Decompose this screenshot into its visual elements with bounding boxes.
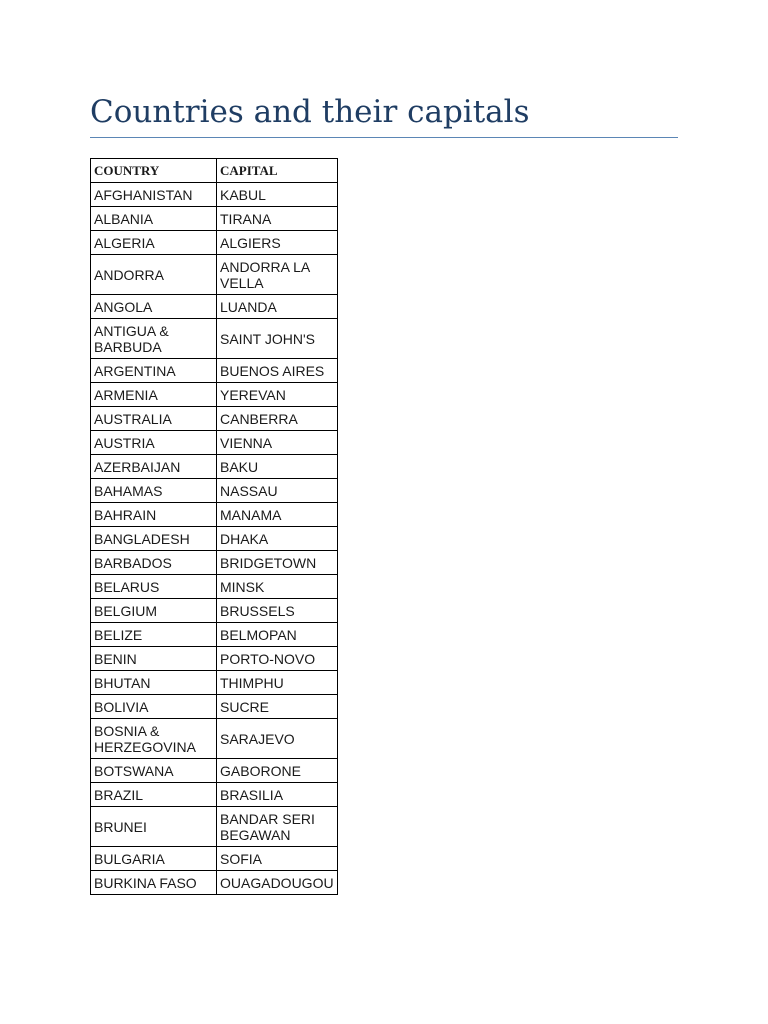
column-header-capital: CAPITAL <box>217 159 338 183</box>
capital-cell: GABORONE <box>217 759 338 783</box>
country-cell: ANGOLA <box>91 295 217 319</box>
capital-cell: SUCRE <box>217 695 338 719</box>
country-cell: BRAZIL <box>91 783 217 807</box>
capital-cell: BRASILIA <box>217 783 338 807</box>
table-row <box>91 207 338 231</box>
country-cell: BULGARIA <box>91 847 217 871</box>
table-row <box>91 599 338 623</box>
country-cell: BOLIVIA <box>91 695 217 719</box>
table-row <box>91 575 338 599</box>
table-row <box>91 671 338 695</box>
capital-cell: SOFIA <box>217 847 338 871</box>
country-cell: AUSTRALIA <box>91 407 217 431</box>
table-row <box>91 847 338 871</box>
table-row <box>91 623 338 647</box>
table-row <box>91 231 338 255</box>
table-row <box>91 695 338 719</box>
country-cell: BOTSWANA <box>91 759 217 783</box>
country-cell: ARGENTINA <box>91 359 217 383</box>
capital-cell: MINSK <box>217 575 338 599</box>
table-row <box>91 551 338 575</box>
capital-cell: NASSAU <box>217 479 338 503</box>
capital-cell: BRUSSELS <box>217 599 338 623</box>
country-cell: BOSNIA & HERZEGOVINA <box>91 719 217 759</box>
country-cell: AUSTRIA <box>91 431 217 455</box>
table-body <box>91 183 338 895</box>
table-row <box>91 383 338 407</box>
capital-cell: SARAJEVO <box>217 719 338 759</box>
country-cell: ANDORRA <box>91 255 217 295</box>
country-cell: BANGLADESH <box>91 527 217 551</box>
capital-cell: DHAKA <box>217 527 338 551</box>
table-row <box>91 295 338 319</box>
capitals-table <box>90 158 338 895</box>
table-row <box>91 807 338 847</box>
capital-cell: ALGIERS <box>217 231 338 255</box>
country-cell: BHUTAN <box>91 671 217 695</box>
table-row <box>91 527 338 551</box>
capital-cell: VIENNA <box>217 431 338 455</box>
table-row <box>91 479 338 503</box>
table-row <box>91 407 338 431</box>
table-row <box>91 359 338 383</box>
country-cell: AZERBAIJAN <box>91 455 217 479</box>
country-cell: BAHRAIN <box>91 503 217 527</box>
capital-cell: PORTO-NOVO <box>217 647 338 671</box>
table-row <box>91 759 338 783</box>
country-cell: ANTIGUA & BARBUDA <box>91 319 217 359</box>
country-cell: BENIN <box>91 647 217 671</box>
capital-cell: BAKU <box>217 455 338 479</box>
capital-cell: YEREVAN <box>217 383 338 407</box>
column-header-country: COUNTRY <box>91 159 217 183</box>
country-cell: BURKINA FASO <box>91 871 217 895</box>
capital-cell: THIMPHU <box>217 671 338 695</box>
capital-cell: BRIDGETOWN <box>217 551 338 575</box>
capital-cell: BELMOPAN <box>217 623 338 647</box>
table-row <box>91 783 338 807</box>
table-row <box>91 255 338 295</box>
capital-cell: MANAMA <box>217 503 338 527</box>
capital-cell: CANBERRA <box>217 407 338 431</box>
capital-cell: OUAGADOUGOU <box>217 871 338 895</box>
capital-cell: TIRANA <box>217 207 338 231</box>
table-header-row <box>91 159 338 183</box>
table-row <box>91 319 338 359</box>
table-row <box>91 871 338 895</box>
title-divider <box>90 137 678 138</box>
capital-cell: LUANDA <box>217 295 338 319</box>
capital-cell: KABUL <box>217 183 338 207</box>
country-cell: BAHAMAS <box>91 479 217 503</box>
table-row <box>91 647 338 671</box>
table-row <box>91 431 338 455</box>
table-row <box>91 503 338 527</box>
capital-cell: ANDORRA LA VELLA <box>217 255 338 295</box>
capital-cell: BUENOS AIRES <box>217 359 338 383</box>
capital-cell: BANDAR SERI BEGAWAN <box>217 807 338 847</box>
country-cell: ARMENIA <box>91 383 217 407</box>
country-cell: ALBANIA <box>91 207 217 231</box>
country-cell: BELGIUM <box>91 599 217 623</box>
country-cell: BELIZE <box>91 623 217 647</box>
country-cell: BARBADOS <box>91 551 217 575</box>
country-cell: ALGERIA <box>91 231 217 255</box>
country-cell: BELARUS <box>91 575 217 599</box>
country-cell: AFGHANISTAN <box>91 183 217 207</box>
table-row <box>91 455 338 479</box>
capital-cell: SAINT JOHN'S <box>217 319 338 359</box>
table-row <box>91 183 338 207</box>
country-cell: BRUNEI <box>91 807 217 847</box>
page-title: Countries and their capitals <box>90 94 530 130</box>
table-row <box>91 719 338 759</box>
